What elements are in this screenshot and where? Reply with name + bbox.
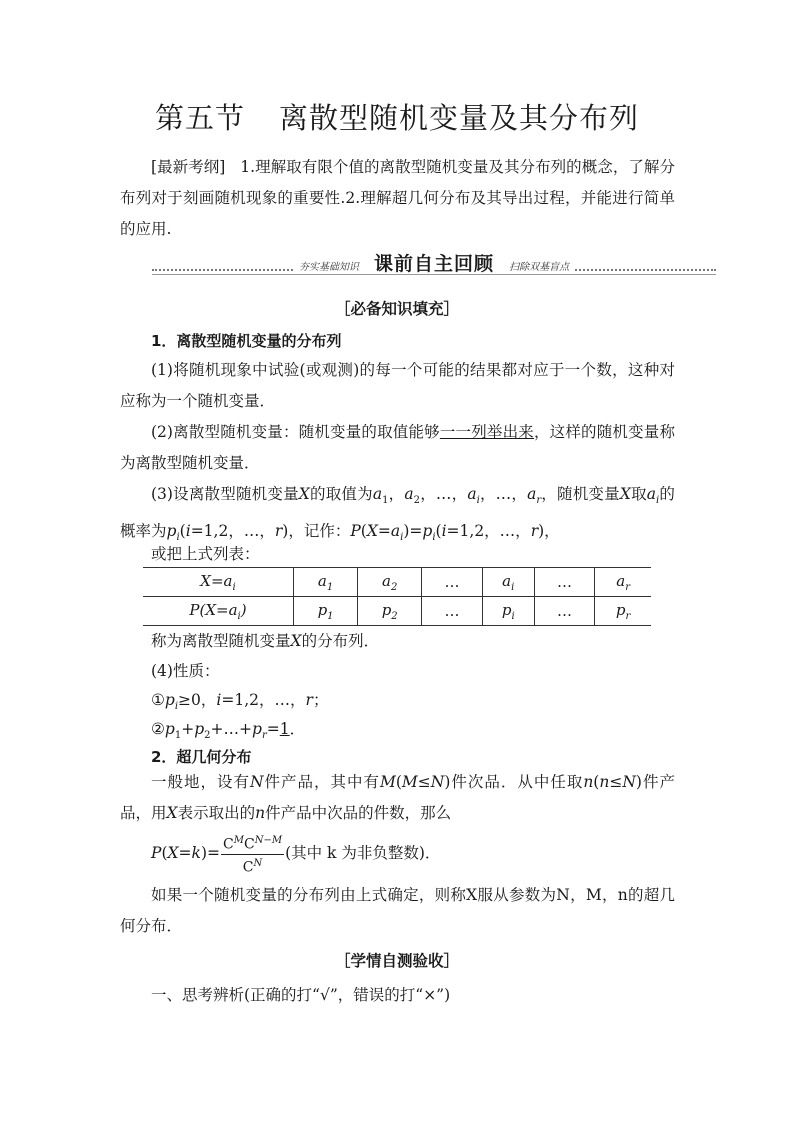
p3-text-b: 的取值为	[309, 485, 373, 503]
p-hyper-d: 件产品，用	[120, 773, 675, 822]
table-cell: $X=a_i$	[143, 568, 294, 597]
table-row	[143, 568, 651, 597]
table-cell: …	[534, 597, 594, 626]
syllabus-text: 1.理解取有限个值的离散型随机变量及其分布列的概念，了解分布列对于刻画随机现象的重要性.2.理解超几何分布及其导出过程，并能进行简单的应用.	[120, 158, 675, 238]
p3-text-d: 取	[630, 485, 647, 503]
page-title	[0, 96, 794, 137]
section-banner	[152, 249, 716, 277]
hypergeometric-formula: P(X=k)= $\frac{C^MC^{N-M}}{C^N}$ (其中 k 为非负整数)．	[151, 832, 440, 876]
after-table-b: 的分布列．	[301, 632, 380, 650]
section-number: 第五节	[154, 101, 245, 135]
table-cell: $p_r$	[595, 597, 651, 626]
p-hyper-e: 表示取出的	[177, 804, 256, 822]
table-cell: $p_2$	[358, 597, 422, 626]
table-cell: $a_1$	[294, 568, 358, 597]
item1-heading: 1．离散型随机变量的分布列	[151, 332, 342, 350]
property-heading: (4)性质：	[151, 662, 220, 680]
table-cell: $a_r$	[595, 568, 651, 597]
or-table-text: 或把上式列表：	[151, 545, 260, 563]
banner-left-text: 夯实基础知识	[298, 262, 359, 273]
p3-text-a: (3)设离散型随机变量	[151, 485, 299, 503]
table-cell: $a_i$	[482, 568, 534, 597]
property-1: $①p_i\ge 0$，i=1,2，…，r；	[151, 691, 329, 713]
p3-text-c: ，随机变量	[541, 485, 620, 503]
p2-text-b: ，这样的随机变量称为离散型随机变量．	[120, 423, 675, 472]
underlined-answer: 一一列举出来	[439, 423, 534, 441]
section-heading-knowledge: ［必备知识填充］	[334, 300, 459, 318]
distribution-table	[143, 567, 651, 626]
p2-text-a: (2)离散型随机变量：随机变量的取值能够	[151, 423, 440, 441]
after-table-a: 称为离散型随机变量	[151, 632, 291, 650]
item2-paragraph2: 如果一个随机变量的分布列由上式确定，则称X服从参数为N，M，n的超几何分布．	[120, 886, 675, 935]
p3-text-e: 的概率为	[120, 485, 675, 541]
item1-paragraph2	[120, 417, 675, 479]
item1-paragraph1: (1)将随机现象中试验(或观测)的每一个可能的结果都对应于一个数，这种对应称为一个随机变量．	[120, 361, 675, 410]
section-title: 离散型随机变量及其分布列	[279, 101, 640, 135]
item1-paragraph3: (3)设离散型随机变量X的取值为$a_1$，$a_2$，…，$a_i$，…，$a_r$，随机变量X取$a_i$的概率为$p_i(i=1,2$，…，r)，记作：$P(X=a_i)=p_i(i=1,2$，…，r)，	[120, 485, 675, 544]
item3-heading: 一、思考辨析(正确的打“√”，错误的打“×”)	[151, 986, 451, 1004]
table-cell: $p_1$	[294, 597, 358, 626]
table-cell: $p_i$	[482, 597, 534, 626]
section-heading-selftest: ［学情自测验收］	[334, 952, 459, 970]
table-cell: …	[534, 568, 594, 597]
formula-fraction: $\frac{C^MC^{N-M}}{C^N}$	[221, 832, 284, 876]
table-cell: …	[422, 568, 482, 597]
syllabus-paragraph	[120, 152, 675, 245]
formula-note: (其中 k 为非负整数)．	[285, 844, 441, 863]
p-hyper-c: 件次品．从中任取	[450, 773, 584, 791]
table-cell: …	[422, 597, 482, 626]
syllabus-label: [最新考纲]	[151, 158, 226, 176]
banner-title: 课前自主回顾	[373, 253, 494, 275]
p-hyper-b: 件产品，其中有	[263, 773, 380, 791]
after-table-text: 称为离散型随机变量X的分布列．	[151, 632, 380, 650]
p-hyper-f: 件产品中次品的件数，那么	[265, 804, 452, 822]
item2-heading: 2．超几何分布	[151, 748, 252, 766]
p3-text-f: ，记作：	[288, 522, 351, 541]
p-hyper-a: 一般地，设有	[151, 773, 250, 791]
banner-right-text: 扫除双基盲点	[509, 262, 570, 273]
table-cell: $a_2$	[358, 568, 422, 597]
prop2-tail: ．	[289, 720, 306, 738]
property-2: $②p_1+p_2+\dots+p_r=1$．	[151, 720, 306, 742]
item2-paragraph1: 一般地，设有N件产品，其中有M(M≤N)件次品．从中任取n(n≤N)件产品，用X表示取出的n件产品中次品的件数，那么	[120, 773, 675, 822]
table-cell: $P(X=a_i)$	[143, 597, 294, 626]
table-row	[143, 597, 651, 626]
